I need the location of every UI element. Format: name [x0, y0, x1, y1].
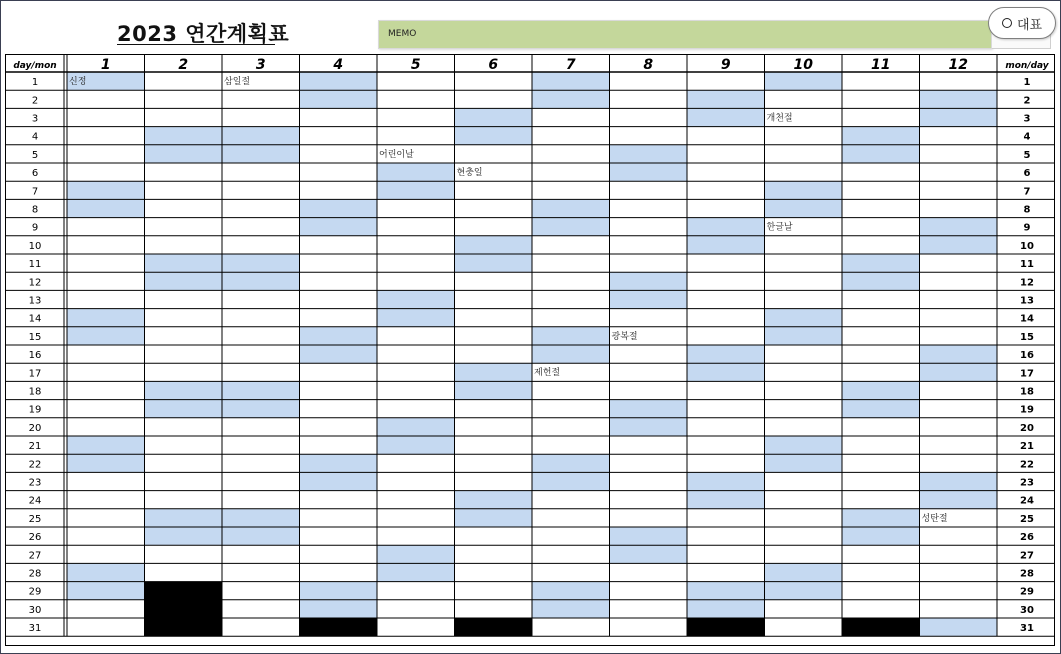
day-label-right: 14 [1020, 313, 1034, 325]
memo-label: MEMO [388, 29, 417, 39]
weekend-cell[interactable] [610, 545, 688, 563]
weekend-cell[interactable] [67, 582, 145, 600]
weekend-cell[interactable] [377, 436, 455, 454]
weekend-cell[interactable] [222, 400, 300, 418]
weekend-cell[interactable] [687, 236, 765, 254]
invalid-day-cell [842, 618, 920, 636]
month-header: 3 [255, 57, 266, 73]
invalid-day-cell [145, 618, 223, 636]
holiday-label: 개천절 [766, 113, 793, 124]
weekend-cell[interactable] [765, 327, 843, 345]
month-header: 7 [565, 57, 576, 73]
weekend-cell[interactable] [300, 199, 378, 217]
weekend-cell[interactable] [687, 491, 765, 509]
representative-toggle-label: 대표 [1016, 17, 1043, 33]
day-label-right: 20 [1020, 422, 1034, 434]
month-header: 10 [793, 57, 813, 73]
day-label-right: 30 [1020, 604, 1034, 616]
day-label-right: 28 [1020, 568, 1034, 580]
day-label-right: 15 [1020, 331, 1034, 343]
day-label-right: 7 [1023, 186, 1031, 198]
weekend-cell[interactable] [920, 90, 998, 108]
weekend-cell[interactable] [222, 527, 300, 545]
annual-plan-table [5, 54, 1055, 646]
day-label-right: 24 [1020, 495, 1034, 507]
day-label-right: 16 [1020, 350, 1034, 362]
day-label-right: 19 [1020, 404, 1034, 416]
weekend-cell[interactable] [610, 163, 688, 181]
day-label-right: 26 [1020, 532, 1034, 544]
weekend-cell[interactable] [377, 290, 455, 308]
weekend-cell[interactable] [455, 108, 533, 126]
weekend-cell[interactable] [145, 254, 223, 272]
weekend-cell[interactable] [765, 454, 843, 472]
month-header: 2 [178, 57, 189, 73]
weekend-cell[interactable] [532, 454, 610, 472]
weekend-cell[interactable] [610, 272, 688, 290]
weekend-cell[interactable] [610, 418, 688, 436]
weekend-cell[interactable] [455, 236, 533, 254]
corner-right-label: mon/day [1005, 61, 1049, 71]
weekend-cell[interactable] [920, 218, 998, 236]
weekend-cell[interactable] [920, 108, 998, 126]
day-label-right: 17 [1020, 368, 1034, 380]
weekend-cell[interactable] [687, 90, 765, 108]
weekend-cell[interactable] [920, 491, 998, 509]
weekend-cell[interactable] [222, 272, 300, 290]
weekend-cell[interactable] [145, 272, 223, 290]
day-label-left: 20 [28, 422, 42, 434]
day-label-right: 4 [1023, 131, 1031, 143]
weekend-cell[interactable] [532, 600, 610, 618]
day-label-left: 1 [31, 77, 39, 89]
day-label-left: 30 [28, 604, 42, 616]
weekend-cell[interactable] [145, 381, 223, 399]
weekend-cell[interactable] [145, 127, 223, 145]
representative-toggle-button[interactable] [988, 7, 1056, 39]
day-label-left: 23 [28, 477, 42, 489]
day-label-right: 13 [1020, 295, 1034, 307]
holiday-label: 제헌절 [534, 368, 561, 379]
weekend-cell[interactable] [377, 563, 455, 581]
day-label-right: 23 [1020, 477, 1034, 489]
weekend-cell[interactable] [842, 400, 920, 418]
weekend-cell[interactable] [300, 472, 378, 490]
day-label-left: 11 [28, 259, 42, 271]
day-label-left: 12 [28, 277, 42, 289]
holiday-label: 어린이날 [379, 149, 414, 160]
weekend-cell[interactable] [300, 454, 378, 472]
day-label-left: 7 [31, 186, 39, 198]
weekend-cell[interactable] [300, 600, 378, 618]
weekend-cell[interactable] [532, 90, 610, 108]
weekend-cell[interactable] [222, 145, 300, 163]
weekend-cell[interactable] [67, 563, 145, 581]
title-underline [117, 44, 275, 45]
weekend-cell[interactable] [222, 127, 300, 145]
radio-circle-icon [1002, 18, 1012, 28]
day-label-right: 10 [1020, 240, 1034, 252]
day-label-left: 19 [28, 404, 42, 416]
day-label-right: 12 [1020, 277, 1034, 289]
day-label-left: 27 [28, 550, 42, 562]
weekend-cell[interactable] [145, 400, 223, 418]
weekend-cell[interactable] [765, 582, 843, 600]
corner-left-label: day/mon [13, 61, 57, 71]
weekend-cell[interactable] [687, 218, 765, 236]
weekend-cell[interactable] [67, 181, 145, 199]
weekend-cell[interactable] [532, 472, 610, 490]
day-label-left: 6 [31, 168, 39, 180]
weekend-cell[interactable] [145, 509, 223, 527]
day-label-right: 2 [1023, 95, 1031, 107]
weekend-cell[interactable] [300, 72, 378, 90]
day-label-left: 10 [28, 240, 42, 252]
day-label-left: 13 [28, 295, 42, 307]
weekend-cell[interactable] [687, 582, 765, 600]
day-label-left: 17 [28, 368, 42, 380]
weekend-cell[interactable] [842, 509, 920, 527]
weekend-cell[interactable] [765, 563, 843, 581]
day-label-right: 6 [1023, 168, 1031, 180]
weekend-cell[interactable] [67, 199, 145, 217]
day-label-right: 1 [1023, 77, 1031, 89]
day-label-right: 25 [1020, 513, 1034, 525]
weekend-cell[interactable] [687, 108, 765, 126]
month-header: 11 [871, 57, 891, 73]
memo-box[interactable] [378, 20, 992, 49]
day-label-right: 31 [1020, 623, 1034, 635]
weekend-cell[interactable] [532, 582, 610, 600]
holiday-label: 한글날 [766, 222, 793, 233]
day-label-right: 27 [1020, 550, 1034, 562]
month-header: 6 [488, 57, 499, 73]
weekend-cell[interactable] [145, 145, 223, 163]
holiday-label: 성탄절 [921, 513, 948, 524]
weekend-cell[interactable] [222, 509, 300, 527]
weekend-cell[interactable] [300, 218, 378, 236]
day-label-right: 18 [1020, 386, 1034, 398]
day-label-left: 25 [28, 513, 42, 525]
page-title: 2023 연간계획표 [117, 22, 290, 46]
holiday-label: 현충일 [456, 168, 483, 178]
day-label-right: 8 [1023, 204, 1031, 216]
weekend-cell[interactable] [222, 381, 300, 399]
weekend-cell[interactable] [687, 600, 765, 618]
weekend-cell[interactable] [455, 127, 533, 145]
day-label-left: 9 [31, 222, 39, 234]
weekend-cell[interactable] [300, 90, 378, 108]
day-label-right: 3 [1023, 113, 1031, 125]
invalid-day-cell [300, 618, 378, 636]
day-label-right: 11 [1020, 259, 1034, 271]
month-header: 4 [333, 57, 344, 73]
day-label-right: 9 [1023, 222, 1031, 234]
weekend-cell[interactable] [765, 72, 843, 90]
weekend-cell[interactable] [610, 290, 688, 308]
day-label-left: 18 [28, 386, 42, 398]
invalid-day-cell [687, 618, 765, 636]
month-header: 12 [948, 57, 968, 73]
weekend-cell[interactable] [765, 436, 843, 454]
weekend-cell[interactable] [765, 181, 843, 199]
weekend-cell[interactable] [455, 491, 533, 509]
weekend-cell[interactable] [377, 163, 455, 181]
weekend-cell[interactable] [765, 199, 843, 217]
weekend-cell[interactable] [842, 527, 920, 545]
weekend-cell[interactable] [300, 582, 378, 600]
month-header: 9 [720, 57, 731, 73]
weekend-cell[interactable] [300, 327, 378, 345]
day-label-left: 15 [28, 331, 42, 343]
weekend-cell[interactable] [455, 381, 533, 399]
weekend-cell[interactable] [377, 181, 455, 199]
weekend-cell[interactable] [610, 145, 688, 163]
weekend-cell[interactable] [532, 199, 610, 217]
weekend-cell[interactable] [532, 345, 610, 363]
weekend-cell[interactable] [532, 218, 610, 236]
day-label-left: 8 [31, 204, 39, 216]
weekend-cell[interactable] [687, 472, 765, 490]
day-label-left: 22 [28, 459, 42, 471]
weekend-cell[interactable] [455, 509, 533, 527]
day-label-left: 26 [28, 532, 42, 544]
weekend-cell[interactable] [842, 145, 920, 163]
day-label-right: 22 [1020, 459, 1034, 471]
day-label-left: 29 [28, 586, 42, 598]
weekend-cell[interactable] [455, 363, 533, 381]
weekend-cell[interactable] [920, 363, 998, 381]
weekend-cell[interactable] [532, 72, 610, 90]
weekend-cell[interactable] [920, 345, 998, 363]
day-label-right: 29 [1020, 586, 1034, 598]
weekend-cell[interactable] [67, 436, 145, 454]
weekend-cell[interactable] [687, 345, 765, 363]
weekend-cell[interactable] [222, 254, 300, 272]
day-label-right: 21 [1020, 441, 1034, 453]
weekend-cell[interactable] [842, 254, 920, 272]
weekend-cell[interactable] [842, 381, 920, 399]
weekend-cell[interactable] [67, 327, 145, 345]
day-label-left: 3 [31, 113, 39, 125]
weekend-cell[interactable] [377, 545, 455, 563]
weekend-cell[interactable] [610, 400, 688, 418]
weekend-cell[interactable] [920, 618, 998, 636]
day-label-left: 21 [28, 441, 42, 453]
weekend-cell[interactable] [67, 454, 145, 472]
weekend-cell[interactable] [920, 236, 998, 254]
weekend-cell[interactable] [765, 309, 843, 327]
weekend-cell[interactable] [610, 527, 688, 545]
annual-plan-grid [6, 55, 1054, 645]
weekend-cell[interactable] [842, 127, 920, 145]
day-label-left: 24 [28, 495, 42, 507]
weekend-cell[interactable] [145, 527, 223, 545]
day-label-left: 28 [28, 568, 42, 580]
day-label-left: 16 [28, 350, 42, 362]
day-label-left: 4 [31, 131, 39, 143]
month-header: 8 [643, 57, 654, 73]
month-header: 1 [100, 57, 111, 73]
day-label-left: 5 [31, 149, 39, 161]
weekend-cell[interactable] [67, 309, 145, 327]
day-label-left: 31 [28, 623, 42, 635]
invalid-day-cell [145, 582, 223, 600]
day-label-left: 2 [31, 95, 39, 107]
holiday-label: 신정 [69, 77, 87, 87]
weekend-cell[interactable] [300, 345, 378, 363]
holiday-label: 삼일절 [224, 77, 251, 87]
month-header: 5 [410, 57, 421, 73]
weekend-cell[interactable] [920, 472, 998, 490]
weekend-cell[interactable] [687, 363, 765, 381]
invalid-day-cell [145, 600, 223, 618]
weekend-cell[interactable] [842, 272, 920, 290]
weekend-cell[interactable] [455, 254, 533, 272]
weekend-cell[interactable] [377, 309, 455, 327]
weekend-cell[interactable] [532, 327, 610, 345]
invalid-day-cell [455, 618, 533, 636]
weekend-cell[interactable] [377, 418, 455, 436]
day-label-left: 14 [28, 313, 42, 325]
day-label-right: 5 [1023, 149, 1031, 161]
holiday-label: 광복절 [611, 331, 638, 342]
